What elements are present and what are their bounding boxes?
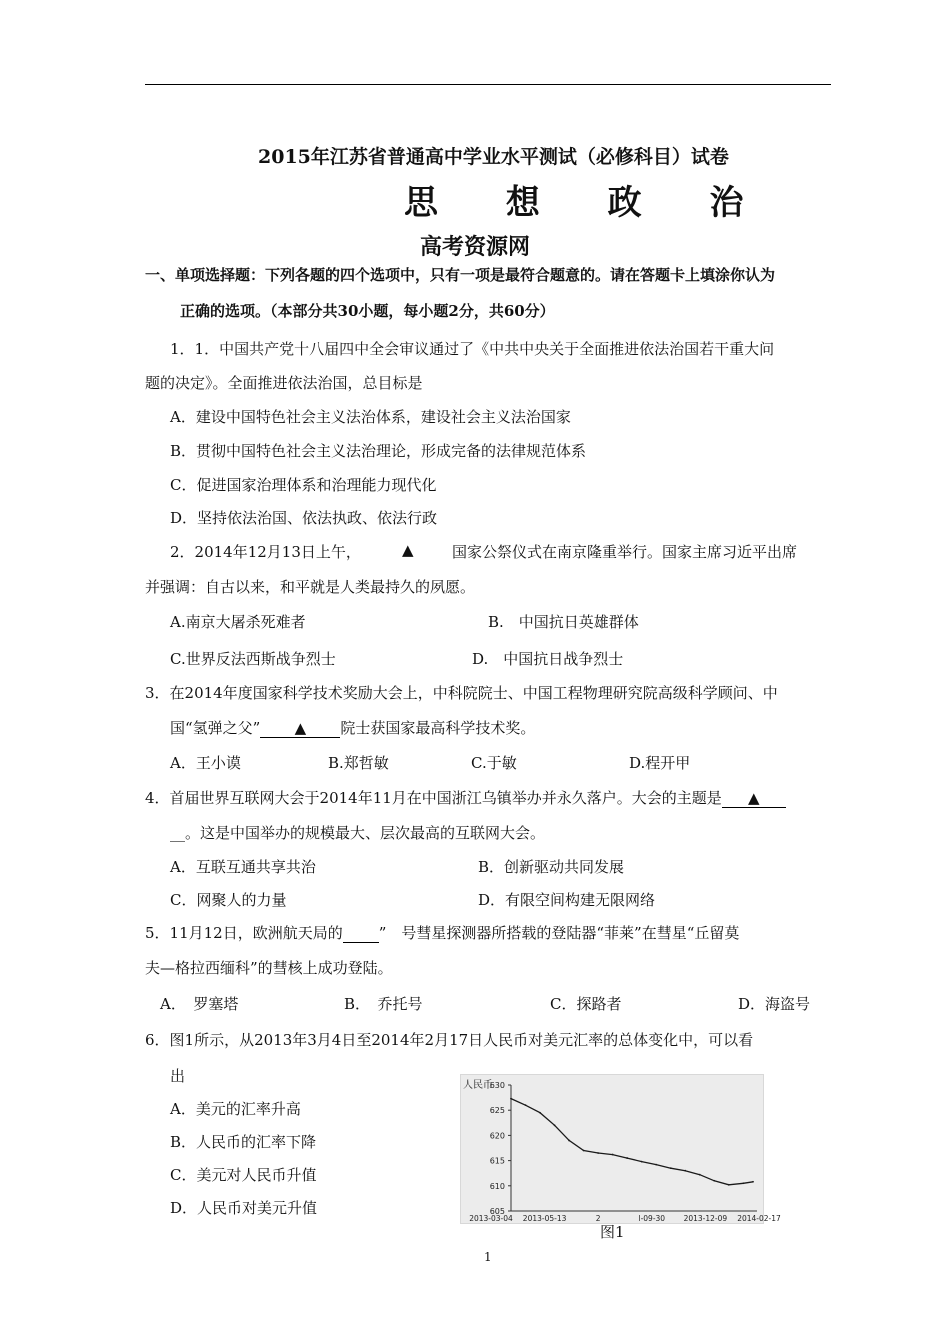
exam-title: 2015年江苏省普通高中学业水平测试（必修科目）试卷 bbox=[258, 146, 729, 168]
chart-data-point bbox=[713, 1180, 715, 1182]
chart-data-point bbox=[742, 1182, 744, 1184]
chart-data-point bbox=[583, 1150, 585, 1152]
q4-option-a: A．互联互通共享共治 bbox=[170, 858, 316, 876]
chart-x-tick-label: l-09-30 bbox=[638, 1214, 666, 1223]
q6-option-a: A．美元的汇率升高 bbox=[170, 1100, 301, 1118]
watermark-text: 高考资源网 bbox=[420, 234, 531, 260]
page-number: 1 bbox=[484, 1250, 492, 1264]
q4-blank-marker: ▲ bbox=[748, 789, 760, 807]
q6-option-c: C．美元对人民币升值 bbox=[170, 1166, 317, 1184]
chart-data-point bbox=[612, 1154, 614, 1156]
q2-option-b: B. 中国抗日英雄群体 bbox=[488, 613, 639, 631]
q5-option-a: A． 罗塞塔 bbox=[160, 995, 239, 1013]
q2-option-a: A.南京大屠杀死难者 bbox=[170, 613, 306, 631]
q5-answer-blank bbox=[343, 924, 379, 943]
section-heading-line2: 正确的选项。（本部分共30小题，每小题2分，共60分） bbox=[180, 302, 555, 320]
chart-data-point bbox=[752, 1181, 754, 1183]
chart-y-tick-label: 620 bbox=[489, 1131, 505, 1141]
chart-data-point bbox=[728, 1184, 730, 1186]
chart-data-point bbox=[641, 1161, 643, 1163]
chart-data-point bbox=[684, 1170, 686, 1172]
q4-answer-blank bbox=[722, 789, 786, 808]
figure-caption: 图1 bbox=[600, 1223, 625, 1241]
subject-title: 思 想 政 治 bbox=[404, 183, 772, 223]
q4-option-d: D．有限空间构建无限网络 bbox=[478, 891, 656, 909]
chart-data-point bbox=[670, 1167, 672, 1169]
chart-data-point bbox=[525, 1104, 527, 1106]
q1-option-a: A．建设中国特色社会主义法治体系，建设社会主义法治国家 bbox=[170, 408, 571, 426]
q5-stem-line1 bbox=[145, 922, 739, 943]
q2-option-d: D. 中国抗日战争烈士 bbox=[472, 650, 624, 668]
q3-stem-line2-a: 国“氢弹之父” bbox=[170, 719, 261, 737]
chart-y-tick-label: 610 bbox=[489, 1181, 505, 1191]
q5-option-d: D．海盗号 bbox=[738, 995, 811, 1013]
q5-stem-line2: 夫—格拉西缅科”的彗核上成功登陆。 bbox=[145, 959, 393, 977]
q3-answer-blank bbox=[260, 719, 340, 738]
q1-option-c: C．促进国家治理体系和治理能力现代化 bbox=[170, 476, 437, 494]
chart-ylabel: 人民币 bbox=[463, 1080, 493, 1091]
q3-option-a: A．王小谟 bbox=[170, 754, 241, 772]
q5-option-c: C．探路者 bbox=[550, 995, 622, 1013]
q1-stem-line2: 题的决定》。全面推进依法治国，总目标是 bbox=[145, 374, 423, 392]
q4-stem-line1-a: 4．首届世界互联网大会于2014年11月在中国浙江乌镇举办并永久落户。大会的主题是 bbox=[145, 789, 722, 807]
chart-data-point bbox=[597, 1152, 599, 1154]
chart-data-point bbox=[568, 1140, 570, 1142]
q5-stem-line1-b: ” 号彗星探测器所搭载的登陆器“菲莱”在彗星“丘留莫 bbox=[378, 924, 740, 942]
exchange-rate-chart bbox=[460, 1074, 781, 1224]
chart-data-point bbox=[699, 1174, 701, 1176]
chart-x-tick-label: 2013-12-09 bbox=[683, 1214, 728, 1223]
q6-stem-line1: 6．图1所示，从2013年3月4日至2014年2月17日人民币对美元汇率的总体变化中，可以看 bbox=[145, 1031, 754, 1049]
q3-blank-marker: ▲ bbox=[294, 719, 307, 737]
chart-x-tick-label: 2013-03-04 bbox=[469, 1214, 513, 1223]
q2-stem-line1-b: 国家公祭仪式在南京隆重举行。国家主席习近平出席 bbox=[452, 543, 798, 561]
chart-data-point bbox=[626, 1157, 628, 1159]
q1-option-d: D．坚持依法治国、依法执政、依法行政 bbox=[170, 509, 438, 527]
q6-stem-line2: 出 bbox=[170, 1067, 186, 1085]
section-heading-line1: 一、单项选择题：下列各题的四个选项中，只有一项是最符合题意的。请在答题卡上填涂你认为 bbox=[145, 266, 776, 284]
top-rule bbox=[145, 84, 831, 85]
exchange-rate-chart-svg bbox=[461, 1075, 781, 1223]
q1-option-b: B．贯彻中国特色社会主义法治理论，形成完备的法律规范体系 bbox=[170, 442, 587, 460]
q5-option-b: B． 乔托号 bbox=[344, 995, 423, 1013]
chart-x-tick-label: 2 bbox=[595, 1214, 601, 1223]
q2-stem-line2: 并强调：自古以来，和平就是人类最持久的夙愿。 bbox=[145, 578, 476, 596]
chart-series-line bbox=[511, 1099, 753, 1185]
q6-option-d: D．人民币对美元升值 bbox=[170, 1199, 318, 1217]
q4-option-b: B．创新驱动共同发展 bbox=[478, 858, 625, 876]
q3-stem-line2-b: 院士获国家最高科学技术奖。 bbox=[340, 719, 536, 737]
chart-y-tick-label: 625 bbox=[489, 1106, 505, 1116]
chart-data-point bbox=[554, 1124, 556, 1126]
chart-y-tick-label: 630 bbox=[489, 1081, 505, 1090]
q5-stem-line1-a: 5．11月12日，欧洲航天局的 bbox=[145, 924, 343, 942]
q6-option-b: B．人民币的汇率下降 bbox=[170, 1133, 317, 1151]
chart-y-tick-label: 605 bbox=[489, 1207, 505, 1216]
q4-stem-line1 bbox=[145, 787, 786, 808]
q4-stem-line2: __。这是中国举办的规模最大、层次最高的互联网大会。 bbox=[170, 824, 546, 842]
q1-stem-line1: 1．1．中国共产党十八届四中全会审议通过了《中共中央关于全面推进依法治国若干重大问 bbox=[170, 340, 775, 358]
chart-data-point bbox=[655, 1164, 657, 1166]
chart-x-tick-label: 2013-05-13 bbox=[522, 1214, 567, 1223]
q3-stem-line2 bbox=[170, 717, 535, 738]
chart-data-point bbox=[510, 1098, 512, 1100]
q3-option-d: D.程开甲 bbox=[629, 754, 691, 772]
q2-stem-line1-a: 2．2014年12月13日上午， bbox=[170, 543, 361, 561]
q3-option-b: B.郑哲敏 bbox=[328, 754, 389, 772]
q3-stem-line1: 3．在2014年度国家科学技术奖励大会上，中科院院士、中国工程物理研究院高级科学顾问、中 bbox=[145, 684, 778, 702]
chart-data-point bbox=[539, 1112, 541, 1114]
q2-option-c: C.世界反法西斯战争烈士 bbox=[170, 650, 336, 668]
chart-y-tick-label: 615 bbox=[489, 1156, 505, 1166]
chart-x-tick-label: 2014-02-17 bbox=[737, 1214, 781, 1223]
q3-option-c: C.于敏 bbox=[471, 754, 517, 772]
q4-option-c: C．网聚人的力量 bbox=[170, 891, 287, 909]
q2-blank-marker: ▲ bbox=[402, 541, 414, 559]
